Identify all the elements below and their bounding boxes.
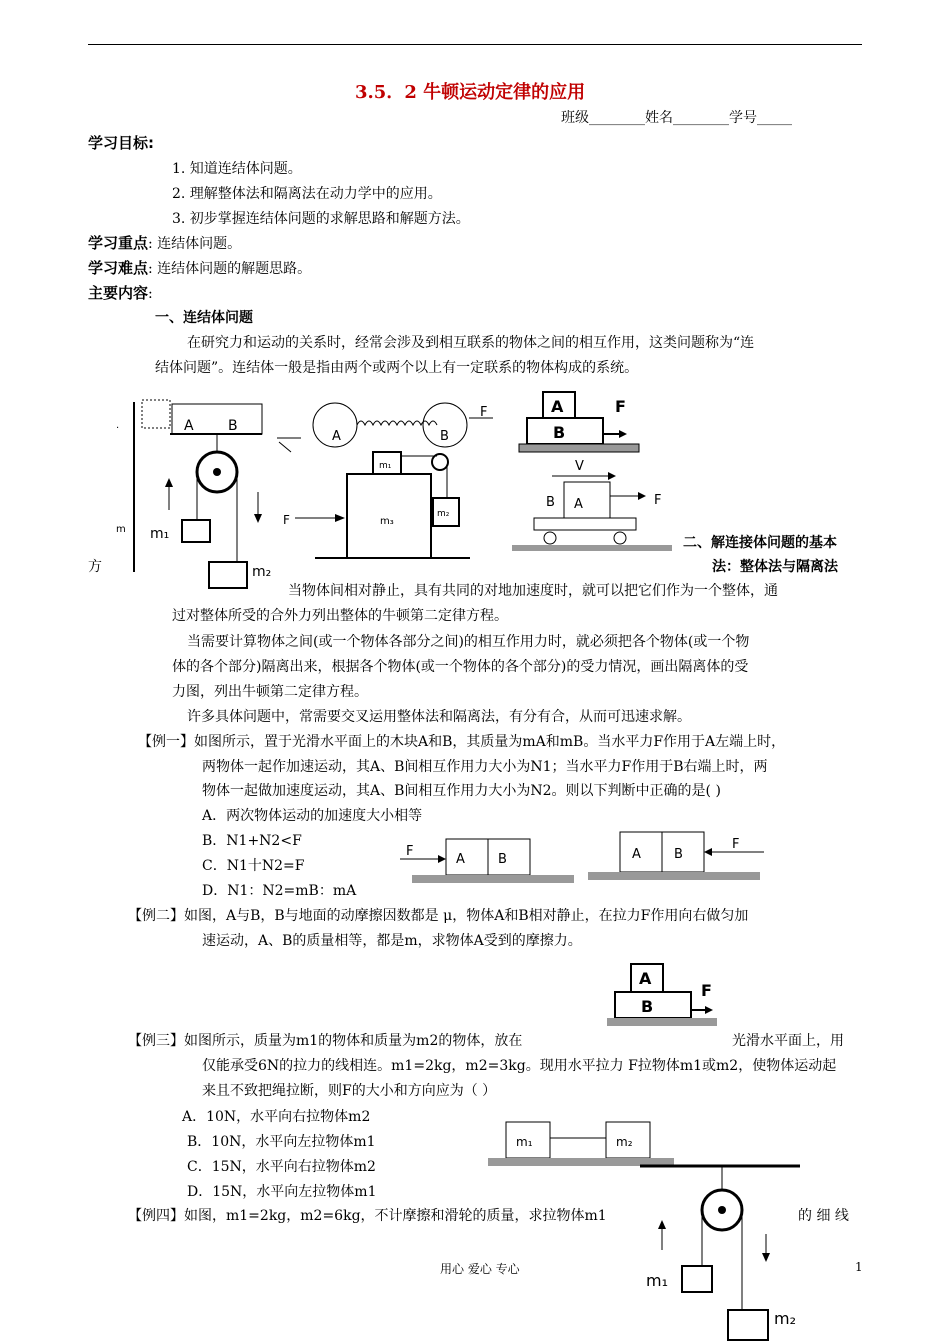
label-b: B: [546, 495, 555, 510]
cart-wheel: [544, 532, 556, 544]
example2-line1: 【例二】如图，A与B，B与地面的动摩擦因数都是 μ，物体A和B相对静止，在拉力F作用向右做匀加: [128, 908, 749, 924]
label-m1: m₁: [379, 461, 392, 471]
example1-option: A．两次物体运动的加速度大小相等: [202, 808, 423, 824]
ground-hatch: [512, 545, 672, 551]
label-a: A: [184, 418, 194, 434]
label-f: F: [283, 513, 290, 527]
label-f: F: [732, 837, 740, 852]
section2-p1-line2: 过对整体所受的合外力列出整体的牛顿第二定律方程。: [172, 608, 508, 624]
example4-pulley-figure: [640, 1160, 800, 1344]
block-a: [620, 832, 662, 872]
label-b: B: [498, 852, 507, 867]
mass-m1: [182, 520, 210, 542]
example3-line1a: 【例三】如图所示，质量为m1的物体和质量为m2的物体，放在: [128, 1033, 523, 1049]
pulley-figure-1: [112, 392, 287, 592]
label-m1: m₁: [646, 1271, 668, 1290]
footer-motto: 用心 爱心 专心: [440, 1262, 520, 1276]
label-f: F: [701, 981, 712, 1000]
section1-para-line2: 结体问题”。连结体一般是指由两个或两个以上有一定联系的物体构成的系统。: [155, 360, 639, 376]
block-a: [446, 839, 488, 875]
page-title: 3.5．2 牛顿运动定律的应用: [355, 82, 586, 103]
main-content-label: 主要内容: [88, 284, 149, 302]
key-point-label: 学习重点: [88, 234, 149, 252]
example3-option: D．15N，水平向左拉物体m1: [187, 1184, 377, 1200]
mass-m2: [728, 1310, 768, 1340]
block-b: [488, 839, 530, 875]
section2-p3: 许多具体问题中，常需要交叉运用整体法和隔离法，有分有合，从而可迅速求解。: [187, 709, 691, 725]
section2-fang: 方: [88, 559, 102, 575]
label-a: A: [551, 397, 564, 416]
objectives-heading: 学习目标:: [88, 134, 154, 152]
label-m: m: [116, 524, 126, 535]
objective-item: 1. 知道连结体问题。: [172, 161, 302, 177]
example1-figure-right: [588, 826, 768, 888]
example4-line1a: 【例四】如图，m1=2kg，m2=6kg，不计摩擦和滑轮的质量，求拉物体m1: [128, 1208, 607, 1224]
label-a: A: [574, 497, 583, 512]
header-rule: [88, 44, 862, 45]
ground-hatch: [588, 872, 760, 880]
section2-p1-line1: 当物体间相对静止，具有共同的对地加速度时，就可以把它们作为一个整体，通: [288, 583, 778, 599]
student-info-fields: 班级________姓名________学号_____: [561, 110, 792, 126]
difficulty-text: : 连结体问题的解题思路。: [148, 261, 312, 277]
label-m3: m₃: [380, 516, 394, 527]
example2-line2: 速运动，A、B的质量相等，都是m，求物体A受到的摩擦力。: [202, 933, 582, 949]
label-a: A: [639, 969, 652, 988]
fig-dot: .: [116, 420, 120, 431]
key-point: [88, 232, 241, 253]
example3-option: C．15N，水平向右拉物体m2: [187, 1159, 376, 1175]
main-content: [88, 282, 153, 303]
example1-option: B．N1+N2<F: [202, 833, 302, 849]
section2-p2-line2: 体的各个部分)隔离出来，根据各个物体(或一个物体的各个部分)的受力情况，画出隔离体的受: [172, 659, 749, 675]
cart-body: [534, 518, 636, 530]
example1-option: C．N1十N2=F: [202, 858, 305, 874]
stacked-blocks-figure-1: [515, 388, 645, 460]
cart-wheel: [614, 532, 626, 544]
label-a: A: [332, 429, 341, 444]
objective-item: 2. 理解整体法和隔离法在动力学中的应用。: [172, 186, 442, 202]
objective-item: 3. 初步掌握连结体问题的求解思路和解题方法。: [172, 211, 470, 227]
block-b: [662, 832, 704, 872]
spring: [357, 421, 437, 425]
example1-figure-left: [400, 833, 580, 889]
label-b: B: [440, 429, 449, 444]
key-point-text: : 连结体问题。: [148, 236, 242, 252]
block-a: [564, 482, 610, 518]
label-b: B: [641, 997, 654, 1016]
section2-p2-line3: 力图，列出牛顿第二定律方程。: [172, 684, 368, 700]
cart-figure: [512, 452, 677, 552]
label-m2: m₂: [774, 1309, 796, 1328]
label-m1: m₁: [150, 526, 170, 542]
section2-heading-line1: 二、解连接体问题的基本: [683, 535, 837, 551]
page-number: 1: [855, 1260, 863, 1274]
difficulty: [88, 257, 311, 278]
example3-option: B．10N，水平向左拉物体m1: [187, 1134, 376, 1150]
label-f: F: [406, 844, 414, 859]
label-f: F: [615, 397, 626, 416]
fixture-hatch: [142, 400, 170, 428]
ground-hatch: [412, 875, 574, 883]
example3-line2: 仅能承受6N的拉力的线相连。m1=2kg，m2=3kg。现用水平拉力 F拉物体m1或m2，使物体运动起: [202, 1058, 837, 1074]
section1-para-line1: 在研究力和运动的关系时，经常会涉及到相互联系的物体之间的相互作用，这类问题称为“连: [187, 335, 755, 351]
label-v: V: [575, 459, 584, 474]
example1-option: D．N1：N2=mB：mA: [202, 883, 357, 899]
ground-hatch: [519, 444, 639, 452]
main-content-colon: :: [148, 286, 153, 302]
ground-hatch: [607, 1018, 717, 1026]
example4-line1b: 的 细 线: [798, 1208, 849, 1224]
label-a: A: [632, 847, 641, 862]
example1-line3: 物体一起做加速度运动，其A、B间相互作用力大小为N2。则以下判断中正确的是( ): [202, 783, 721, 799]
label-b: B: [228, 418, 238, 434]
example3-option: A．10N，水平向右拉物体m2: [182, 1109, 371, 1125]
label-a: A: [456, 852, 465, 867]
example1-line2: 两物体一起作加速运动，其A、B间相互作用力大小为N1；当水平力F作用于B右端上时，两: [202, 759, 768, 775]
mass-m2: [209, 562, 247, 588]
section2-heading-line2: 法：整体法与隔离法: [712, 559, 838, 575]
difficulty-label: 学习难点: [88, 259, 149, 277]
mass-m1: [682, 1266, 712, 1292]
label-m2: m₂: [252, 564, 272, 580]
example3-line1b: 光滑水平面上，用: [732, 1033, 844, 1049]
example1-line1: 【例一】如图所示，置于光滑水平面上的木块A和B，其质量为mA和mB。当水平力F作用于A左端上时，: [138, 734, 786, 750]
example2-figure: [603, 960, 723, 1032]
spring-and-block-figure: [275, 400, 495, 570]
label-f: F: [480, 405, 488, 420]
example3-line3: 来且不致把绳拉断，则F的大小和方向应为（ ）: [202, 1083, 497, 1099]
label-m1: m₁: [516, 1135, 533, 1149]
section2-p2-line1: 当需要计算物体之间(或一个物体各部分之间)的相互作用力时，就必须把各个物体(或一个物: [187, 634, 750, 650]
section1-heading: 一、连结体问题: [155, 310, 253, 326]
label-f: F: [654, 493, 662, 508]
label-m2: m₂: [616, 1135, 633, 1149]
label-m2: m₂: [437, 509, 450, 519]
label-b: B: [553, 423, 566, 442]
label-b: B: [674, 847, 683, 862]
